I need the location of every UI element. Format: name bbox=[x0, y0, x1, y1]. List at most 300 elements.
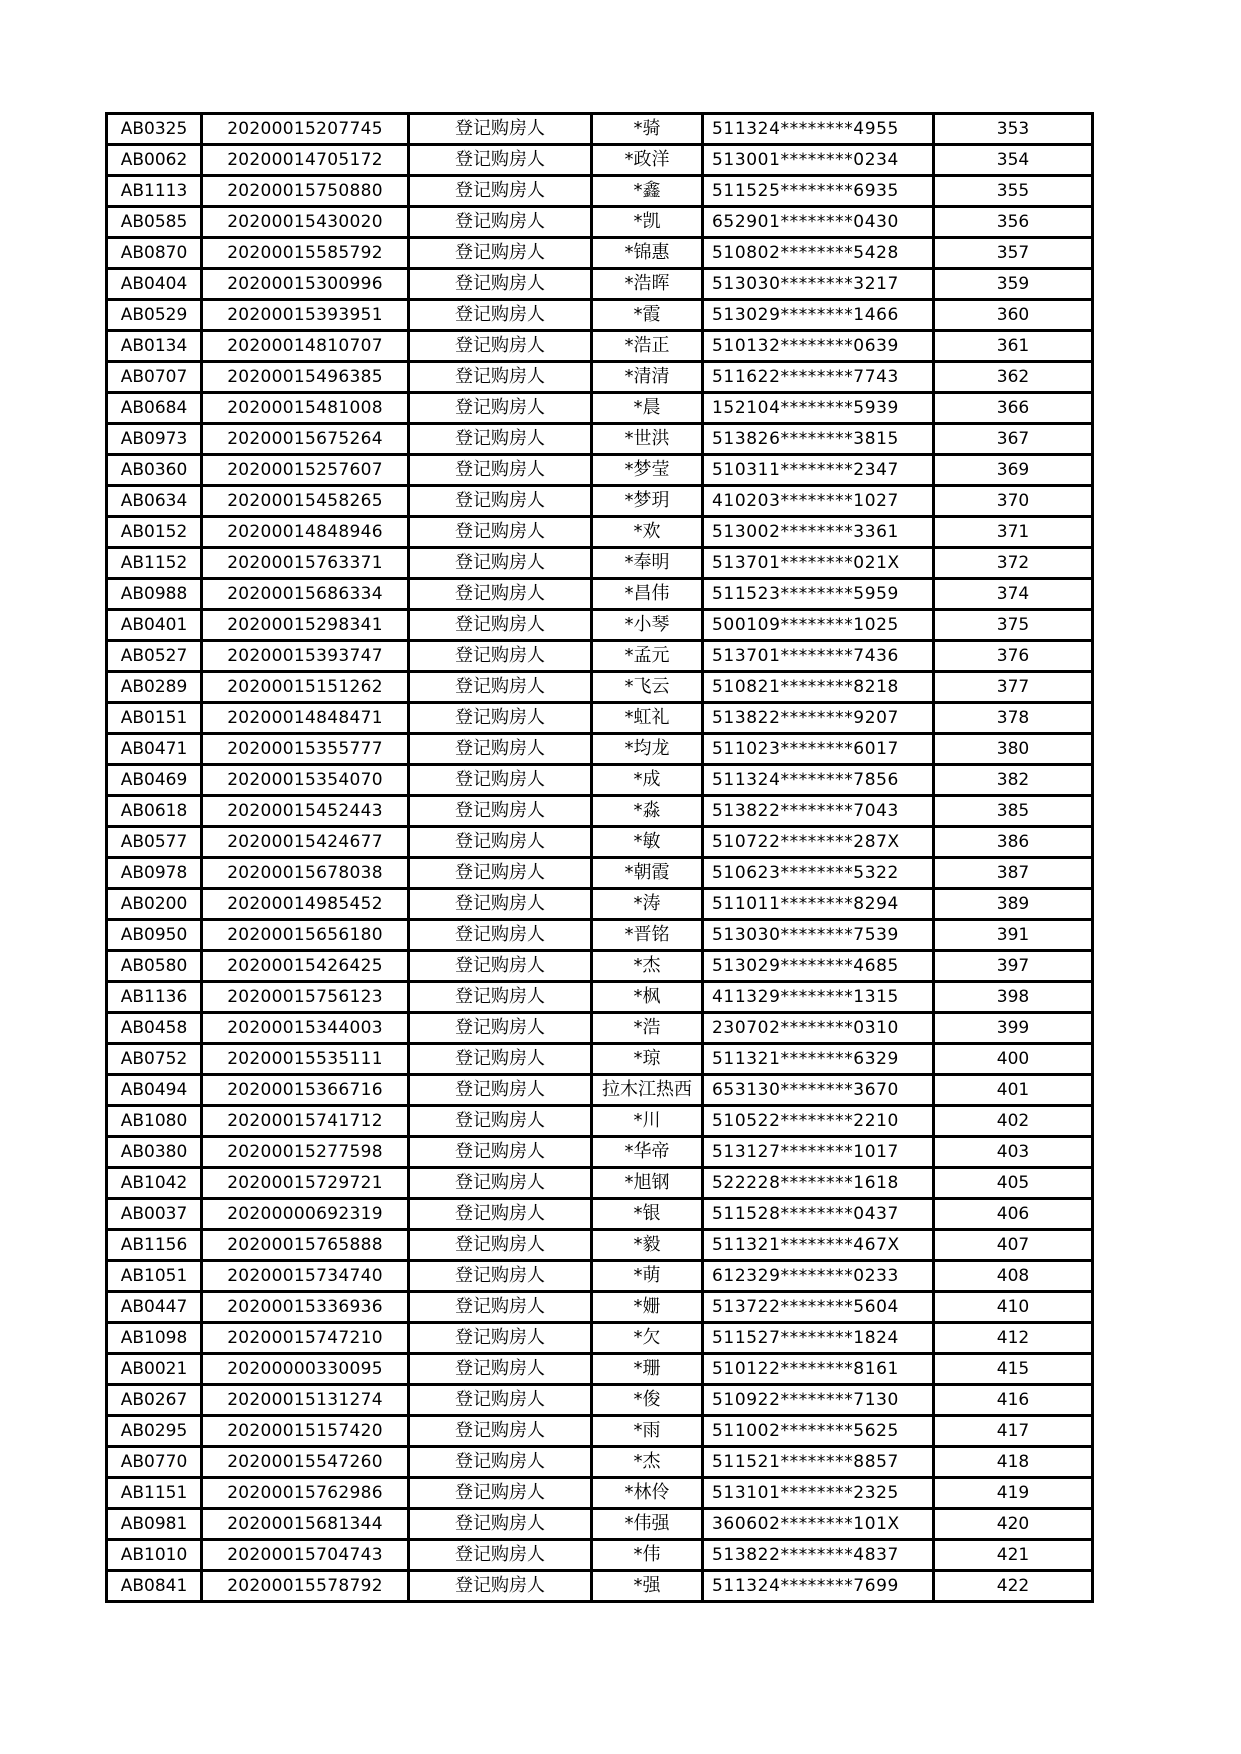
role-cell: 登记购房人 bbox=[409, 331, 592, 362]
table-row bbox=[107, 827, 1093, 858]
id-cell: 510122********8161 bbox=[703, 1354, 934, 1385]
name-cell: *俊 bbox=[592, 1385, 703, 1416]
sequence-cell: 419 bbox=[934, 1478, 1093, 1509]
role-cell: 登记购房人 bbox=[409, 982, 592, 1013]
name-cell: *浩晖 bbox=[592, 269, 703, 300]
name-cell: *伟 bbox=[592, 1540, 703, 1571]
name-cell: *小琴 bbox=[592, 610, 703, 641]
role-cell: 登记购房人 bbox=[409, 114, 592, 145]
role-cell: 登记购房人 bbox=[409, 145, 592, 176]
serial-cell: 20200015157420 bbox=[202, 1416, 409, 1447]
table-row bbox=[107, 1292, 1093, 1323]
serial-cell: 20200015750880 bbox=[202, 176, 409, 207]
role-cell: 登记购房人 bbox=[409, 207, 592, 238]
name-cell: *均龙 bbox=[592, 734, 703, 765]
id-cell: 510821********8218 bbox=[703, 672, 934, 703]
table-row bbox=[107, 1478, 1093, 1509]
sequence-cell: 382 bbox=[934, 765, 1093, 796]
name-cell: *枫 bbox=[592, 982, 703, 1013]
name-cell: *华帝 bbox=[592, 1137, 703, 1168]
id-cell: 513722********5604 bbox=[703, 1292, 934, 1323]
serial-cell: 20200015481008 bbox=[202, 393, 409, 424]
sequence-cell: 412 bbox=[934, 1323, 1093, 1354]
role-cell: 登记购房人 bbox=[409, 765, 592, 796]
id-cell: 511324********7699 bbox=[703, 1571, 934, 1602]
id-cell: 513101********2325 bbox=[703, 1478, 934, 1509]
role-cell: 登记购房人 bbox=[409, 920, 592, 951]
sequence-cell: 403 bbox=[934, 1137, 1093, 1168]
serial-cell: 20200015426425 bbox=[202, 951, 409, 982]
serial-cell: 20200015678038 bbox=[202, 858, 409, 889]
serial-cell: 20200015257607 bbox=[202, 455, 409, 486]
sequence-cell: 401 bbox=[934, 1075, 1093, 1106]
serial-cell: 20200015656180 bbox=[202, 920, 409, 951]
serial-cell: 20200015336936 bbox=[202, 1292, 409, 1323]
role-cell: 登记购房人 bbox=[409, 1044, 592, 1075]
table-row bbox=[107, 1199, 1093, 1230]
name-cell: *欢 bbox=[592, 517, 703, 548]
serial-cell: 20200014810707 bbox=[202, 331, 409, 362]
serial-cell: 20200015578792 bbox=[202, 1571, 409, 1602]
name-cell: *凯 bbox=[592, 207, 703, 238]
name-cell: *浩正 bbox=[592, 331, 703, 362]
code-cell: AB0988 bbox=[107, 579, 202, 610]
sequence-cell: 415 bbox=[934, 1354, 1093, 1385]
code-cell: AB0447 bbox=[107, 1292, 202, 1323]
code-cell: AB0021 bbox=[107, 1354, 202, 1385]
code-cell: AB0325 bbox=[107, 114, 202, 145]
name-cell: *梦莹 bbox=[592, 455, 703, 486]
id-cell: 511525********6935 bbox=[703, 176, 934, 207]
code-cell: AB1098 bbox=[107, 1323, 202, 1354]
table-row bbox=[107, 579, 1093, 610]
code-cell: AB0380 bbox=[107, 1137, 202, 1168]
id-cell: 510623********5322 bbox=[703, 858, 934, 889]
table-row bbox=[107, 1044, 1093, 1075]
code-cell: AB0634 bbox=[107, 486, 202, 517]
role-cell: 登记购房人 bbox=[409, 486, 592, 517]
code-cell: AB0458 bbox=[107, 1013, 202, 1044]
sequence-cell: 406 bbox=[934, 1199, 1093, 1230]
code-cell: AB0134 bbox=[107, 331, 202, 362]
role-cell: 登记购房人 bbox=[409, 1571, 592, 1602]
role-cell: 登记购房人 bbox=[409, 238, 592, 269]
code-cell: AB0770 bbox=[107, 1447, 202, 1478]
name-cell: *毅 bbox=[592, 1230, 703, 1261]
id-cell: 522228********1618 bbox=[703, 1168, 934, 1199]
code-cell: AB0585 bbox=[107, 207, 202, 238]
id-cell: 513826********3815 bbox=[703, 424, 934, 455]
code-cell: AB0151 bbox=[107, 703, 202, 734]
code-cell: AB0870 bbox=[107, 238, 202, 269]
serial-cell: 20200015734740 bbox=[202, 1261, 409, 1292]
serial-cell: 20200015681344 bbox=[202, 1509, 409, 1540]
table-row bbox=[107, 393, 1093, 424]
role-cell: 登记购房人 bbox=[409, 1292, 592, 1323]
table-row bbox=[107, 1261, 1093, 1292]
sequence-cell: 418 bbox=[934, 1447, 1093, 1478]
table-row bbox=[107, 424, 1093, 455]
serial-cell: 20200015458265 bbox=[202, 486, 409, 517]
name-cell: *强 bbox=[592, 1571, 703, 1602]
name-cell: *杰 bbox=[592, 951, 703, 982]
name-cell: *珊 bbox=[592, 1354, 703, 1385]
table-row bbox=[107, 1106, 1093, 1137]
serial-cell: 20200015151262 bbox=[202, 672, 409, 703]
table-row bbox=[107, 1354, 1093, 1385]
name-cell: *锦惠 bbox=[592, 238, 703, 269]
name-cell: *朝霞 bbox=[592, 858, 703, 889]
table-row bbox=[107, 1230, 1093, 1261]
name-cell: *清清 bbox=[592, 362, 703, 393]
role-cell: 登记购房人 bbox=[409, 1199, 592, 1230]
name-cell: *淼 bbox=[592, 796, 703, 827]
name-cell: *萌 bbox=[592, 1261, 703, 1292]
name-cell: *旭钢 bbox=[592, 1168, 703, 1199]
id-cell: 511023********6017 bbox=[703, 734, 934, 765]
id-cell: 511521********8857 bbox=[703, 1447, 934, 1478]
id-cell: 510132********0639 bbox=[703, 331, 934, 362]
id-cell: 510722********287X bbox=[703, 827, 934, 858]
table-row bbox=[107, 796, 1093, 827]
id-cell: 511324********7856 bbox=[703, 765, 934, 796]
id-cell: 511528********0437 bbox=[703, 1199, 934, 1230]
table-row bbox=[107, 1323, 1093, 1354]
sequence-cell: 400 bbox=[934, 1044, 1093, 1075]
serial-cell: 20200015765888 bbox=[202, 1230, 409, 1261]
code-cell: AB0684 bbox=[107, 393, 202, 424]
id-cell: 513701********021X bbox=[703, 548, 934, 579]
name-cell: *杰 bbox=[592, 1447, 703, 1478]
id-cell: 511002********5625 bbox=[703, 1416, 934, 1447]
table-row bbox=[107, 269, 1093, 300]
name-cell: *川 bbox=[592, 1106, 703, 1137]
serial-cell: 20200015344003 bbox=[202, 1013, 409, 1044]
name-cell: *欠 bbox=[592, 1323, 703, 1354]
role-cell: 登记购房人 bbox=[409, 393, 592, 424]
sequence-cell: 417 bbox=[934, 1416, 1093, 1447]
serial-cell: 20200015704743 bbox=[202, 1540, 409, 1571]
sequence-cell: 375 bbox=[934, 610, 1093, 641]
id-cell: 510311********2347 bbox=[703, 455, 934, 486]
role-cell: 登记购房人 bbox=[409, 1447, 592, 1478]
code-cell: AB0707 bbox=[107, 362, 202, 393]
role-cell: 登记购房人 bbox=[409, 1168, 592, 1199]
name-cell: *琼 bbox=[592, 1044, 703, 1075]
table-row bbox=[107, 362, 1093, 393]
role-cell: 登记购房人 bbox=[409, 1323, 592, 1354]
code-cell: AB1152 bbox=[107, 548, 202, 579]
sequence-cell: 377 bbox=[934, 672, 1093, 703]
id-cell: 510922********7130 bbox=[703, 1385, 934, 1416]
table-row bbox=[107, 1416, 1093, 1447]
serial-cell: 20200015298341 bbox=[202, 610, 409, 641]
serial-cell: 20200015393747 bbox=[202, 641, 409, 672]
table-row bbox=[107, 920, 1093, 951]
serial-cell: 20200000330095 bbox=[202, 1354, 409, 1385]
name-cell: *晨 bbox=[592, 393, 703, 424]
sequence-cell: 389 bbox=[934, 889, 1093, 920]
name-cell: *晋铭 bbox=[592, 920, 703, 951]
name-cell: *飞云 bbox=[592, 672, 703, 703]
role-cell: 登记购房人 bbox=[409, 951, 592, 982]
name-cell: *林伶 bbox=[592, 1478, 703, 1509]
serial-cell: 20200015686334 bbox=[202, 579, 409, 610]
sequence-cell: 369 bbox=[934, 455, 1093, 486]
sequence-cell: 378 bbox=[934, 703, 1093, 734]
id-cell: 152104********5939 bbox=[703, 393, 934, 424]
table-row bbox=[107, 610, 1093, 641]
id-cell: 511321********6329 bbox=[703, 1044, 934, 1075]
sequence-cell: 402 bbox=[934, 1106, 1093, 1137]
sequence-cell: 421 bbox=[934, 1540, 1093, 1571]
code-cell: AB0062 bbox=[107, 145, 202, 176]
name-cell: *孟元 bbox=[592, 641, 703, 672]
sequence-cell: 374 bbox=[934, 579, 1093, 610]
serial-cell: 20200015354070 bbox=[202, 765, 409, 796]
code-cell: AB0950 bbox=[107, 920, 202, 951]
role-cell: 登记购房人 bbox=[409, 455, 592, 486]
code-cell: AB0618 bbox=[107, 796, 202, 827]
serial-cell: 20200015763371 bbox=[202, 548, 409, 579]
id-cell: 513127********1017 bbox=[703, 1137, 934, 1168]
id-cell: 510802********5428 bbox=[703, 238, 934, 269]
id-cell: 360602********101X bbox=[703, 1509, 934, 1540]
table-row bbox=[107, 517, 1093, 548]
id-cell: 410203********1027 bbox=[703, 486, 934, 517]
role-cell: 登记购房人 bbox=[409, 1137, 592, 1168]
id-cell: 500109********1025 bbox=[703, 610, 934, 641]
sequence-cell: 398 bbox=[934, 982, 1093, 1013]
role-cell: 登记购房人 bbox=[409, 1354, 592, 1385]
code-cell: AB0580 bbox=[107, 951, 202, 982]
serial-cell: 20200015452443 bbox=[202, 796, 409, 827]
id-cell: 513029********1466 bbox=[703, 300, 934, 331]
serial-cell: 20200015747210 bbox=[202, 1323, 409, 1354]
sequence-cell: 367 bbox=[934, 424, 1093, 455]
table-row bbox=[107, 548, 1093, 579]
sequence-cell: 399 bbox=[934, 1013, 1093, 1044]
role-cell: 登记购房人 bbox=[409, 889, 592, 920]
serial-cell: 20200015424677 bbox=[202, 827, 409, 858]
table-row bbox=[107, 331, 1093, 362]
table-row bbox=[107, 238, 1093, 269]
role-cell: 登记购房人 bbox=[409, 703, 592, 734]
sequence-cell: 353 bbox=[934, 114, 1093, 145]
table-row bbox=[107, 455, 1093, 486]
table-row bbox=[107, 672, 1093, 703]
name-cell: *敏 bbox=[592, 827, 703, 858]
id-cell: 513001********0234 bbox=[703, 145, 934, 176]
id-cell: 511321********467X bbox=[703, 1230, 934, 1261]
code-cell: AB0401 bbox=[107, 610, 202, 641]
code-cell: AB0471 bbox=[107, 734, 202, 765]
code-cell: AB0295 bbox=[107, 1416, 202, 1447]
code-cell: AB1042 bbox=[107, 1168, 202, 1199]
role-cell: 登记购房人 bbox=[409, 1540, 592, 1571]
role-cell: 登记购房人 bbox=[409, 1416, 592, 1447]
id-cell: 511523********5959 bbox=[703, 579, 934, 610]
table-row bbox=[107, 765, 1093, 796]
sequence-cell: 370 bbox=[934, 486, 1093, 517]
sequence-cell: 420 bbox=[934, 1509, 1093, 1540]
role-cell: 登记购房人 bbox=[409, 672, 592, 703]
role-cell: 登记购房人 bbox=[409, 1509, 592, 1540]
serial-cell: 20200015131274 bbox=[202, 1385, 409, 1416]
sequence-cell: 387 bbox=[934, 858, 1093, 889]
serial-cell: 20200015355777 bbox=[202, 734, 409, 765]
id-cell: 513002********3361 bbox=[703, 517, 934, 548]
sequence-cell: 360 bbox=[934, 300, 1093, 331]
id-cell: 513029********4685 bbox=[703, 951, 934, 982]
serial-cell: 20200015762986 bbox=[202, 1478, 409, 1509]
table-row bbox=[107, 486, 1093, 517]
serial-cell: 20200015366716 bbox=[202, 1075, 409, 1106]
code-cell: AB0841 bbox=[107, 1571, 202, 1602]
id-cell: 510522********2210 bbox=[703, 1106, 934, 1137]
code-cell: AB1113 bbox=[107, 176, 202, 207]
role-cell: 登记购房人 bbox=[409, 362, 592, 393]
sequence-cell: 361 bbox=[934, 331, 1093, 362]
table-row bbox=[107, 1571, 1093, 1602]
name-cell: *涛 bbox=[592, 889, 703, 920]
role-cell: 登记购房人 bbox=[409, 610, 592, 641]
name-cell: *虹礼 bbox=[592, 703, 703, 734]
table-row bbox=[107, 114, 1093, 145]
serial-cell: 20200015277598 bbox=[202, 1137, 409, 1168]
name-cell: *世洪 bbox=[592, 424, 703, 455]
role-cell: 登记购房人 bbox=[409, 1261, 592, 1292]
code-cell: AB0527 bbox=[107, 641, 202, 672]
serial-cell: 20200015300996 bbox=[202, 269, 409, 300]
table-row bbox=[107, 951, 1093, 982]
serial-cell: 20200015729721 bbox=[202, 1168, 409, 1199]
sequence-cell: 410 bbox=[934, 1292, 1093, 1323]
id-cell: 511324********4955 bbox=[703, 114, 934, 145]
code-cell: AB1156 bbox=[107, 1230, 202, 1261]
table-row bbox=[107, 982, 1093, 1013]
sequence-cell: 356 bbox=[934, 207, 1093, 238]
role-cell: 登记购房人 bbox=[409, 1478, 592, 1509]
role-cell: 登记购房人 bbox=[409, 796, 592, 827]
code-cell: AB0289 bbox=[107, 672, 202, 703]
sequence-cell: 416 bbox=[934, 1385, 1093, 1416]
code-cell: AB0037 bbox=[107, 1199, 202, 1230]
sequence-cell: 385 bbox=[934, 796, 1093, 827]
sequence-cell: 386 bbox=[934, 827, 1093, 858]
name-cell: *梦玥 bbox=[592, 486, 703, 517]
serial-cell: 20200014705172 bbox=[202, 145, 409, 176]
sequence-cell: 371 bbox=[934, 517, 1093, 548]
role-cell: 登记购房人 bbox=[409, 1385, 592, 1416]
sequence-cell: 380 bbox=[934, 734, 1093, 765]
table-row bbox=[107, 734, 1093, 765]
serial-cell: 20200015741712 bbox=[202, 1106, 409, 1137]
role-cell: 登记购房人 bbox=[409, 1075, 592, 1106]
role-cell: 登记购房人 bbox=[409, 269, 592, 300]
table-row bbox=[107, 703, 1093, 734]
sequence-cell: 366 bbox=[934, 393, 1093, 424]
sequence-cell: 362 bbox=[934, 362, 1093, 393]
id-cell: 653130********3670 bbox=[703, 1075, 934, 1106]
sequence-cell: 422 bbox=[934, 1571, 1093, 1602]
serial-cell: 20200015430020 bbox=[202, 207, 409, 238]
name-cell: *霞 bbox=[592, 300, 703, 331]
name-cell: *政洋 bbox=[592, 145, 703, 176]
name-cell: *姗 bbox=[592, 1292, 703, 1323]
code-cell: AB1136 bbox=[107, 982, 202, 1013]
code-cell: AB0469 bbox=[107, 765, 202, 796]
role-cell: 登记购房人 bbox=[409, 858, 592, 889]
table-row bbox=[107, 1075, 1093, 1106]
serial-cell: 20200014848946 bbox=[202, 517, 409, 548]
serial-cell: 20200015675264 bbox=[202, 424, 409, 455]
sequence-cell: 397 bbox=[934, 951, 1093, 982]
table-row bbox=[107, 1013, 1093, 1044]
id-cell: 513030********3217 bbox=[703, 269, 934, 300]
role-cell: 登记购房人 bbox=[409, 300, 592, 331]
name-cell: *昌伟 bbox=[592, 579, 703, 610]
serial-cell: 20200015547260 bbox=[202, 1447, 409, 1478]
id-cell: 230702********0310 bbox=[703, 1013, 934, 1044]
serial-cell: 20200015585792 bbox=[202, 238, 409, 269]
table-row bbox=[107, 207, 1093, 238]
serial-cell: 20200015393951 bbox=[202, 300, 409, 331]
id-cell: 652901********0430 bbox=[703, 207, 934, 238]
id-cell: 513822********9207 bbox=[703, 703, 934, 734]
sequence-cell: 376 bbox=[934, 641, 1093, 672]
serial-cell: 20200015496385 bbox=[202, 362, 409, 393]
sequence-cell: 354 bbox=[934, 145, 1093, 176]
name-cell: *银 bbox=[592, 1199, 703, 1230]
id-cell: 513701********7436 bbox=[703, 641, 934, 672]
id-cell: 513822********4837 bbox=[703, 1540, 934, 1571]
table-row bbox=[107, 889, 1093, 920]
code-cell: AB1080 bbox=[107, 1106, 202, 1137]
table-row bbox=[107, 145, 1093, 176]
code-cell: AB0978 bbox=[107, 858, 202, 889]
table-row bbox=[107, 1137, 1093, 1168]
code-cell: AB1010 bbox=[107, 1540, 202, 1571]
role-cell: 登记购房人 bbox=[409, 517, 592, 548]
code-cell: AB0404 bbox=[107, 269, 202, 300]
serial-cell: 20200000692319 bbox=[202, 1199, 409, 1230]
id-cell: 511622********7743 bbox=[703, 362, 934, 393]
sequence-cell: 407 bbox=[934, 1230, 1093, 1261]
serial-cell: 20200015756123 bbox=[202, 982, 409, 1013]
buyer-table-body bbox=[107, 114, 1093, 1602]
serial-cell: 20200015535111 bbox=[202, 1044, 409, 1075]
id-cell: 612329********0233 bbox=[703, 1261, 934, 1292]
id-cell: 513030********7539 bbox=[703, 920, 934, 951]
table-row bbox=[107, 176, 1093, 207]
role-cell: 登记购房人 bbox=[409, 579, 592, 610]
code-cell: AB0577 bbox=[107, 827, 202, 858]
name-cell: *雨 bbox=[592, 1416, 703, 1447]
code-cell: AB0152 bbox=[107, 517, 202, 548]
serial-cell: 20200014985452 bbox=[202, 889, 409, 920]
role-cell: 登记购房人 bbox=[409, 734, 592, 765]
table-row bbox=[107, 1540, 1093, 1571]
sequence-cell: 359 bbox=[934, 269, 1093, 300]
name-cell: *奉明 bbox=[592, 548, 703, 579]
code-cell: AB0981 bbox=[107, 1509, 202, 1540]
role-cell: 登记购房人 bbox=[409, 176, 592, 207]
code-cell: AB1051 bbox=[107, 1261, 202, 1292]
id-cell: 511527********1824 bbox=[703, 1323, 934, 1354]
code-cell: AB0752 bbox=[107, 1044, 202, 1075]
name-cell: *成 bbox=[592, 765, 703, 796]
